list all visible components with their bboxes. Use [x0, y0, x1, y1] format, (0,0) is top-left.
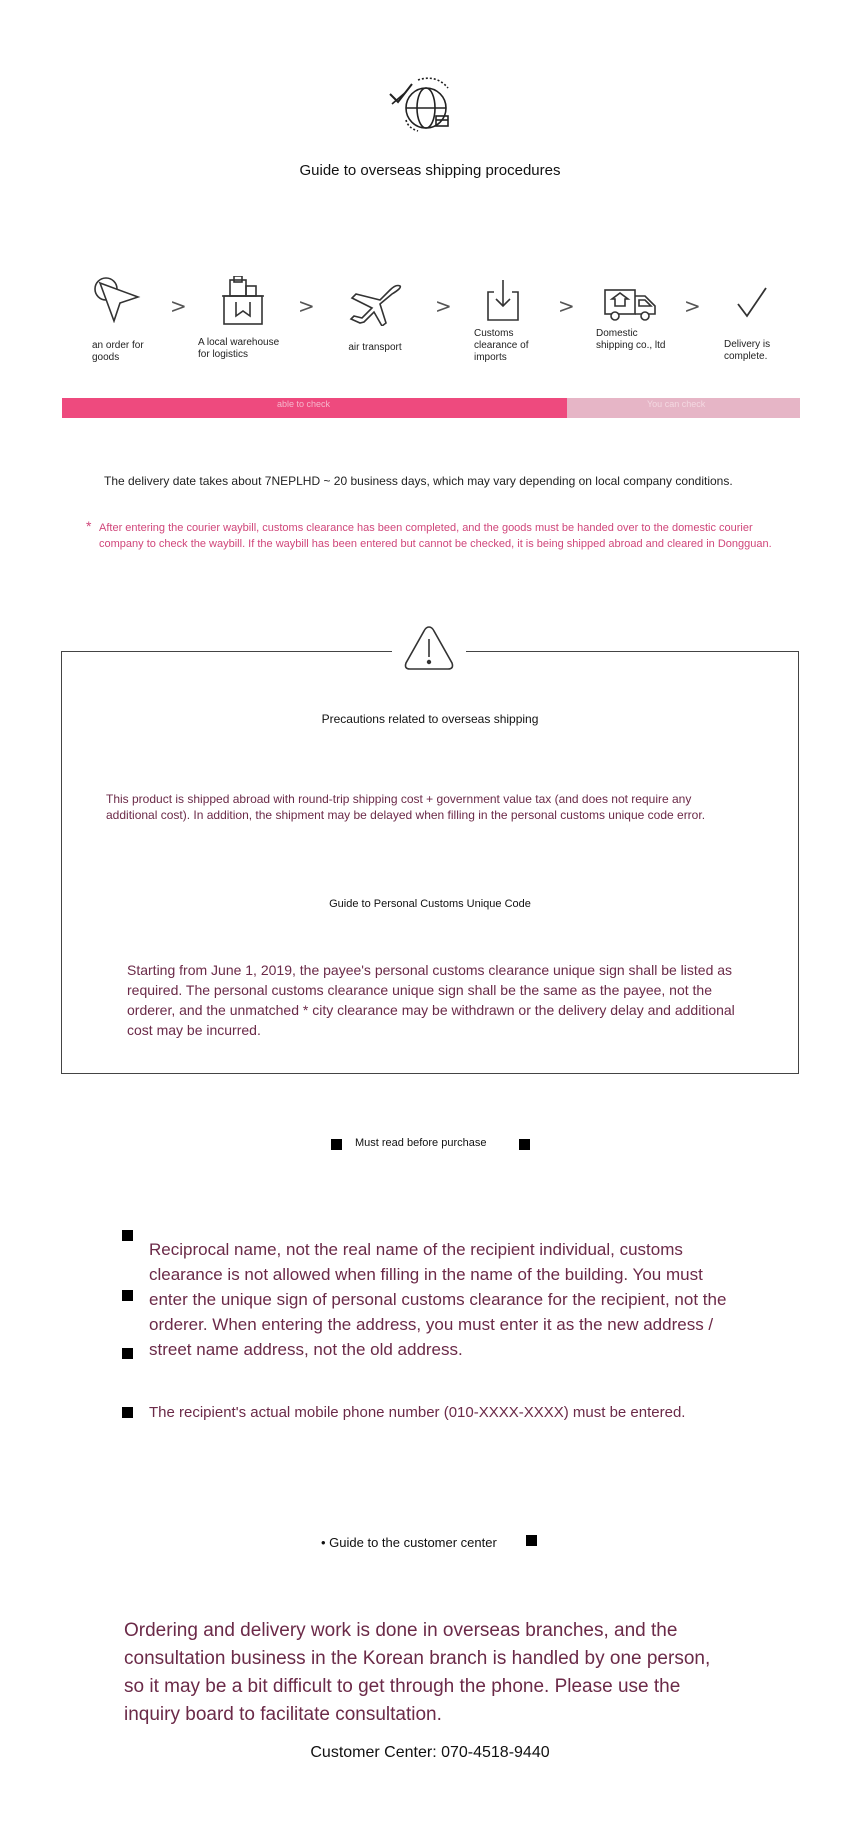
- bullet-square: [122, 1407, 133, 1418]
- bullet-square: [122, 1290, 133, 1301]
- step-label-air: air transport: [348, 342, 402, 353]
- step-separator: >: [558, 294, 575, 318]
- must-read-paragraph: Reciprocal name, not the real name of the recipient individual, customs clearance is not allowed when filling in the name of the building. You must enter the unique sign of personal customs clearance for the recipient, not the orderer. When entering the address, you must enter it as the new address / street name address, not the old address.: [149, 1240, 727, 1359]
- step-label-domestic: Domestic shipping co., ltd: [596, 328, 666, 351]
- checkmark-icon: [735, 286, 769, 320]
- globe-shipping-icon: [388, 76, 458, 136]
- phone-note: The recipient's actual mobile phone number (010-XXXX-XXXX) must be entered.: [149, 1404, 686, 1421]
- bullet-square: [526, 1535, 537, 1546]
- must-read-title: Must read before purchase: [355, 1137, 487, 1149]
- step-label-delivered: Delivery is complete.: [724, 339, 771, 362]
- warehouse-box-icon: [220, 276, 266, 326]
- delivery-note: The delivery date takes about 7NEPLHD ~ 20 business days, which may vary depending on local company conditions.: [104, 474, 733, 488]
- step-label-customs: Customs clearance of imports: [474, 328, 529, 363]
- step-separator: >: [684, 294, 701, 318]
- bullet-square: [519, 1139, 530, 1150]
- step-label-warehouse: A local warehouse for logistics: [198, 337, 280, 360]
- page-title: Guide to overseas shipping procedures: [299, 162, 561, 179]
- progress-caption: You can check: [647, 399, 706, 409]
- bullet-square: [331, 1139, 342, 1150]
- warning-triangle-icon: [392, 623, 466, 673]
- customer-center-contact: Customer Center: 070-4518-9440: [310, 1744, 550, 1761]
- asterisk-marker: *: [86, 518, 92, 534]
- customer-center-body: Ordering and delivery work is done in overseas branches, and the consultation business in the Korean branch is handled by one person, so it may be a bit difficult to get through the phone. Please use the inquiry board to facilitate consultation.: [124, 1620, 711, 1725]
- step-separator: >: [298, 294, 315, 318]
- airplane-icon: [348, 282, 404, 326]
- progress-caption: able to check: [277, 399, 331, 409]
- step-separator: >: [170, 294, 187, 318]
- customs-code-body: Starting from June 1, 2019, the payee's personal customs clearance unique sign shall be listed as required. The personal customs clearance unique sign shall be the same as the payee, not the orderer, and the unmatched * city clearance may be withdrawn or the delivery delay and additional cost may be incurred.: [127, 962, 735, 1038]
- customer-center-title: • Guide to the customer center: [321, 1535, 497, 1550]
- download-box-icon: [486, 278, 520, 322]
- customs-code-title: Guide to Personal Customs Unique Code: [329, 898, 531, 910]
- bullet-square: [122, 1230, 133, 1241]
- truck-icon: [603, 286, 657, 322]
- precautions-title: Precautions related to overseas shipping: [321, 712, 539, 726]
- step-separator: >: [435, 294, 452, 318]
- waybill-note: After entering the courier waybill, customs clearance has been completed, and the goods must be handed over to the domestic courier company to check the waybill. If the waybill has been entered but cannot be checked, it is being shipped abroad and cleared in Dongguan.: [99, 522, 772, 550]
- progress-bar-checkable: [62, 398, 567, 418]
- progress-bar-uncheckable: [567, 398, 800, 418]
- step-label-order: an order for goods: [92, 340, 144, 363]
- precautions-body: This product is shipped abroad with round-trip shipping cost + government value tax (and does not require any additional cost). In addition, the shipment may be delayed when filling in the personal customs unique code error.: [106, 792, 706, 822]
- bullet-square: [122, 1348, 133, 1359]
- cursor-icon: [92, 275, 142, 323]
